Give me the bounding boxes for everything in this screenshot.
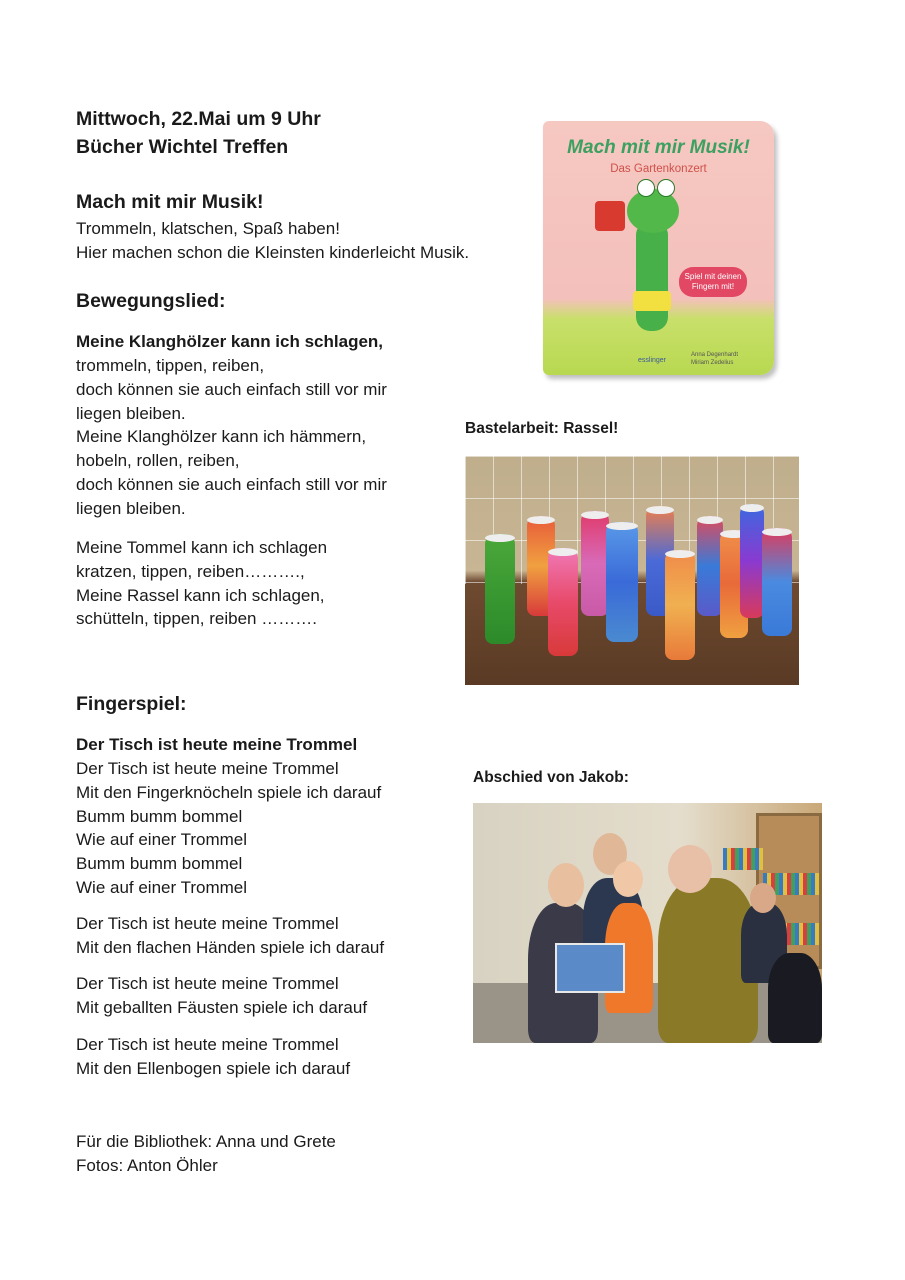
frog-shorts-illustration xyxy=(633,291,671,311)
finger-play-verse-1 xyxy=(76,757,381,900)
intro-line: Hier machen schon die Kleinsten kinderleicht Musik. xyxy=(76,243,470,262)
verse-line: Wie auf einer Trommel xyxy=(76,877,247,897)
movement-song-heading: Bewegungslied: xyxy=(76,290,226,312)
movement-song-stanza-1 xyxy=(76,354,387,521)
photo-book-gift xyxy=(555,943,625,993)
finger-play-verse-3 xyxy=(76,972,367,1020)
event-title: Bücher Wichtel Treffen xyxy=(76,136,289,158)
verse-line: Der Tisch ist heute meine Trommel xyxy=(76,974,339,993)
song-line: doch können sie auch einfach still vor mir xyxy=(76,474,387,494)
person-head xyxy=(750,883,776,913)
person-head xyxy=(613,861,643,897)
book-author: Anna Degenhardt xyxy=(691,352,739,358)
frog-body-illustration xyxy=(636,221,668,331)
verse-line: Mit den Fingerknöcheln spiele ich darauf xyxy=(76,782,382,802)
frog-head-illustration xyxy=(627,189,679,233)
person-right-edge xyxy=(768,953,822,1043)
event-date: Mittwoch, 22.Mai um 9 Uhr xyxy=(76,108,321,130)
song-line: liegen bleiben. xyxy=(76,498,186,518)
craft-caption: Bastelarbeit: Rassel! xyxy=(465,420,619,437)
book-cover-authors xyxy=(691,351,738,367)
verse-line: Bumm bumm bommel xyxy=(76,854,243,874)
book-title-heading: Mach mit mir Musik! xyxy=(76,191,264,213)
finger-play-title: Der Tisch ist heute meine Trommel xyxy=(76,735,358,754)
book-cover-subtitle: Das Gartenkonzert xyxy=(610,163,707,175)
verse-line: Der Tisch ist heute meine Trommel xyxy=(76,759,339,778)
farewell-photo xyxy=(473,803,822,1043)
rattle-tube xyxy=(485,534,515,644)
rattle-tube xyxy=(581,511,609,616)
song-line: liegen bleiben. xyxy=(76,403,186,423)
rattle-craft-photo xyxy=(465,456,799,685)
movement-song-first-line: Meine Klanghölzer kann ich schlagen, xyxy=(76,332,384,351)
song-line: schütteln, tippen, reiben ………. xyxy=(76,609,317,629)
book-cover-title: Mach mit mir Musik! xyxy=(567,137,750,158)
finger-play-verse-2 xyxy=(76,912,384,960)
book-cover-publisher: esslinger xyxy=(638,357,667,364)
verse-line: Mit den Ellenbogen spiele ich darauf xyxy=(76,1058,351,1078)
intro-line: Trommeln, klatschen, Spaß haben! xyxy=(76,219,340,238)
song-line: Meine Tommel kann ich schlagen xyxy=(76,538,328,557)
song-line: trommeln, tippen, reiben, xyxy=(76,356,265,375)
credits-photos: Fotos: Anton Öhler xyxy=(76,1156,218,1175)
rattle-tube xyxy=(606,522,638,642)
book-cover-image xyxy=(543,121,774,375)
rattle-tube xyxy=(762,528,792,636)
song-line: doch können sie auch einfach still vor mir xyxy=(76,379,387,399)
song-line: kratzen, tippen, reiben………., xyxy=(76,561,305,581)
person-head xyxy=(668,845,712,893)
verse-line: Mit geballten Fäusten spiele ich darauf xyxy=(76,997,368,1017)
song-line: Meine Rassel kann ich schlagen, xyxy=(76,585,325,605)
verse-line: Wie auf einer Trommel xyxy=(76,830,247,850)
song-line: Meine Klanghölzer kann ich hämmern, xyxy=(76,427,367,447)
rattle-tube xyxy=(665,550,695,660)
verse-line: Mit den flachen Händen spiele ich darauf xyxy=(76,937,385,957)
rattle-tube xyxy=(740,504,764,618)
finger-play-verse-4 xyxy=(76,1033,350,1081)
watering-can-illustration xyxy=(595,201,625,231)
song-line: hobeln, rollen, reiben, xyxy=(76,451,240,471)
movement-song-stanza-2 xyxy=(76,536,327,631)
shelf-books xyxy=(723,848,763,870)
frog-eye-illustration xyxy=(657,179,675,197)
rattle-tube xyxy=(548,548,578,656)
credits-library: Für die Bibliothek: Anna und Grete xyxy=(76,1132,336,1151)
farewell-caption: Abschied von Jakob: xyxy=(473,769,629,786)
book-cover-badge: Spiel mit deinen Fingern mit! xyxy=(679,267,747,297)
verse-line: Der Tisch ist heute meine Trommel xyxy=(76,1035,339,1054)
finger-play-heading: Fingerspiel: xyxy=(76,693,187,715)
person-head xyxy=(548,863,584,907)
book-author: Miriam Zedelius xyxy=(691,360,734,366)
verse-line: Der Tisch ist heute meine Trommel xyxy=(76,914,339,933)
verse-line: Bumm bumm bommel xyxy=(76,806,243,826)
frog-eye-illustration xyxy=(637,179,655,197)
